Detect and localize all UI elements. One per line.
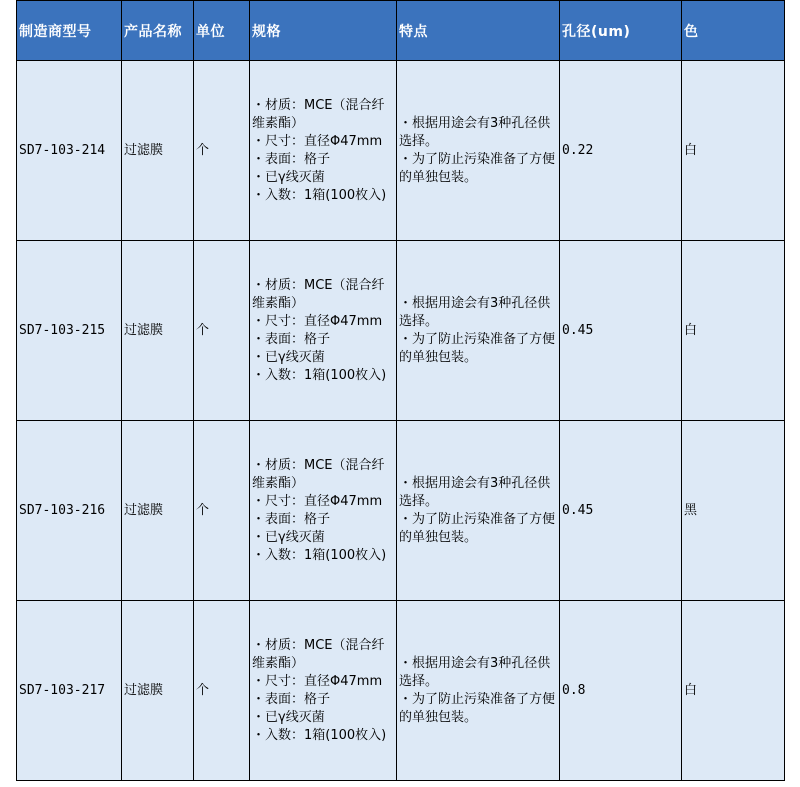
spec-line: ・已γ线灭菌 xyxy=(252,169,325,185)
pore-size-cell: 0.22 xyxy=(560,61,682,241)
feature-line: ・根据用途会有3种孔径供选择。 xyxy=(399,475,551,509)
header-product-name: 产品名称 xyxy=(122,1,194,61)
color-cell: 黑 xyxy=(682,421,785,601)
spec-line: ・表面：格子 xyxy=(252,151,331,167)
spec-line: ・入数：1箱(100枚入) xyxy=(252,547,387,563)
spec-line: ・表面：格子 xyxy=(252,691,331,707)
spec-cell xyxy=(250,61,397,241)
spec-line: ・入数：1箱(100枚入) xyxy=(252,727,387,743)
features-cell xyxy=(397,241,560,421)
spec-line: ・材质：MCE（混合纤维素酯） xyxy=(252,457,385,491)
spec-cell xyxy=(250,601,397,781)
product-spec-table xyxy=(16,0,785,781)
color-cell: 白 xyxy=(682,241,785,421)
feature-line: ・为了防止污染准备了方便的单独包装。 xyxy=(399,151,556,185)
product-name-cell: 过滤膜 xyxy=(122,601,194,781)
spec-cell xyxy=(250,241,397,421)
pore-size-cell: 0.8 xyxy=(560,601,682,781)
spec-line: ・已γ线灭菌 xyxy=(252,349,325,365)
spec-line: ・材质：MCE（混合纤维素酯） xyxy=(252,277,385,311)
pore-size-cell: 0.45 xyxy=(560,241,682,421)
spec-line: ・入数：1箱(100枚入) xyxy=(252,187,387,203)
header-model: 制造商型号 xyxy=(17,1,122,61)
header-row xyxy=(17,1,785,61)
spec-line: ・表面：格子 xyxy=(252,331,331,347)
table-row xyxy=(17,421,785,601)
feature-line: ・为了防止污染准备了方便的单独包装。 xyxy=(399,691,556,725)
spec-line: ・尺寸：直径Φ47mm xyxy=(252,133,383,149)
unit-cell: 个 xyxy=(194,61,250,241)
product-name-cell: 过滤膜 xyxy=(122,61,194,241)
color-cell: 白 xyxy=(682,601,785,781)
product-name-cell: 过滤膜 xyxy=(122,241,194,421)
features-cell xyxy=(397,601,560,781)
table-row xyxy=(17,241,785,421)
feature-line: ・根据用途会有3种孔径供选择。 xyxy=(399,655,551,689)
spec-line: ・材质：MCE（混合纤维素酯） xyxy=(252,637,385,671)
spec-line: ・已γ线灭菌 xyxy=(252,529,325,545)
table-row xyxy=(17,61,785,241)
feature-line: ・根据用途会有3种孔径供选择。 xyxy=(399,115,551,149)
spec-line: ・尺寸：直径Φ47mm xyxy=(252,493,383,509)
feature-line: ・为了防止污染准备了方便的单独包装。 xyxy=(399,511,556,545)
pore-size-cell: 0.45 xyxy=(560,421,682,601)
features-cell xyxy=(397,421,560,601)
spec-line: ・材质：MCE（混合纤维素酯） xyxy=(252,97,385,131)
model-cell: SD7-103-216 xyxy=(17,421,122,601)
spec-line: ・表面：格子 xyxy=(252,511,331,527)
unit-cell: 个 xyxy=(194,241,250,421)
color-cell: 白 xyxy=(682,61,785,241)
feature-line: ・根据用途会有3种孔径供选择。 xyxy=(399,295,551,329)
spec-line: ・尺寸：直径Φ47mm xyxy=(252,673,383,689)
header-unit: 单位 xyxy=(194,1,250,61)
unit-cell: 个 xyxy=(194,421,250,601)
header-color: 色 xyxy=(682,1,785,61)
spec-cell xyxy=(250,421,397,601)
spec-line: ・已γ线灭菌 xyxy=(252,709,325,725)
product-name-cell: 过滤膜 xyxy=(122,421,194,601)
model-cell: SD7-103-217 xyxy=(17,601,122,781)
model-cell: SD7-103-215 xyxy=(17,241,122,421)
table-row xyxy=(17,601,785,781)
features-cell xyxy=(397,61,560,241)
header-features: 特点 xyxy=(397,1,560,61)
header-spec: 规格 xyxy=(250,1,397,61)
header-pore-size: 孔径(um) xyxy=(560,1,682,61)
unit-cell: 个 xyxy=(194,601,250,781)
feature-line: ・为了防止污染准备了方便的单独包装。 xyxy=(399,331,556,365)
spec-line: ・入数：1箱(100枚入) xyxy=(252,367,387,383)
spec-line: ・尺寸：直径Φ47mm xyxy=(252,313,383,329)
model-cell: SD7-103-214 xyxy=(17,61,122,241)
